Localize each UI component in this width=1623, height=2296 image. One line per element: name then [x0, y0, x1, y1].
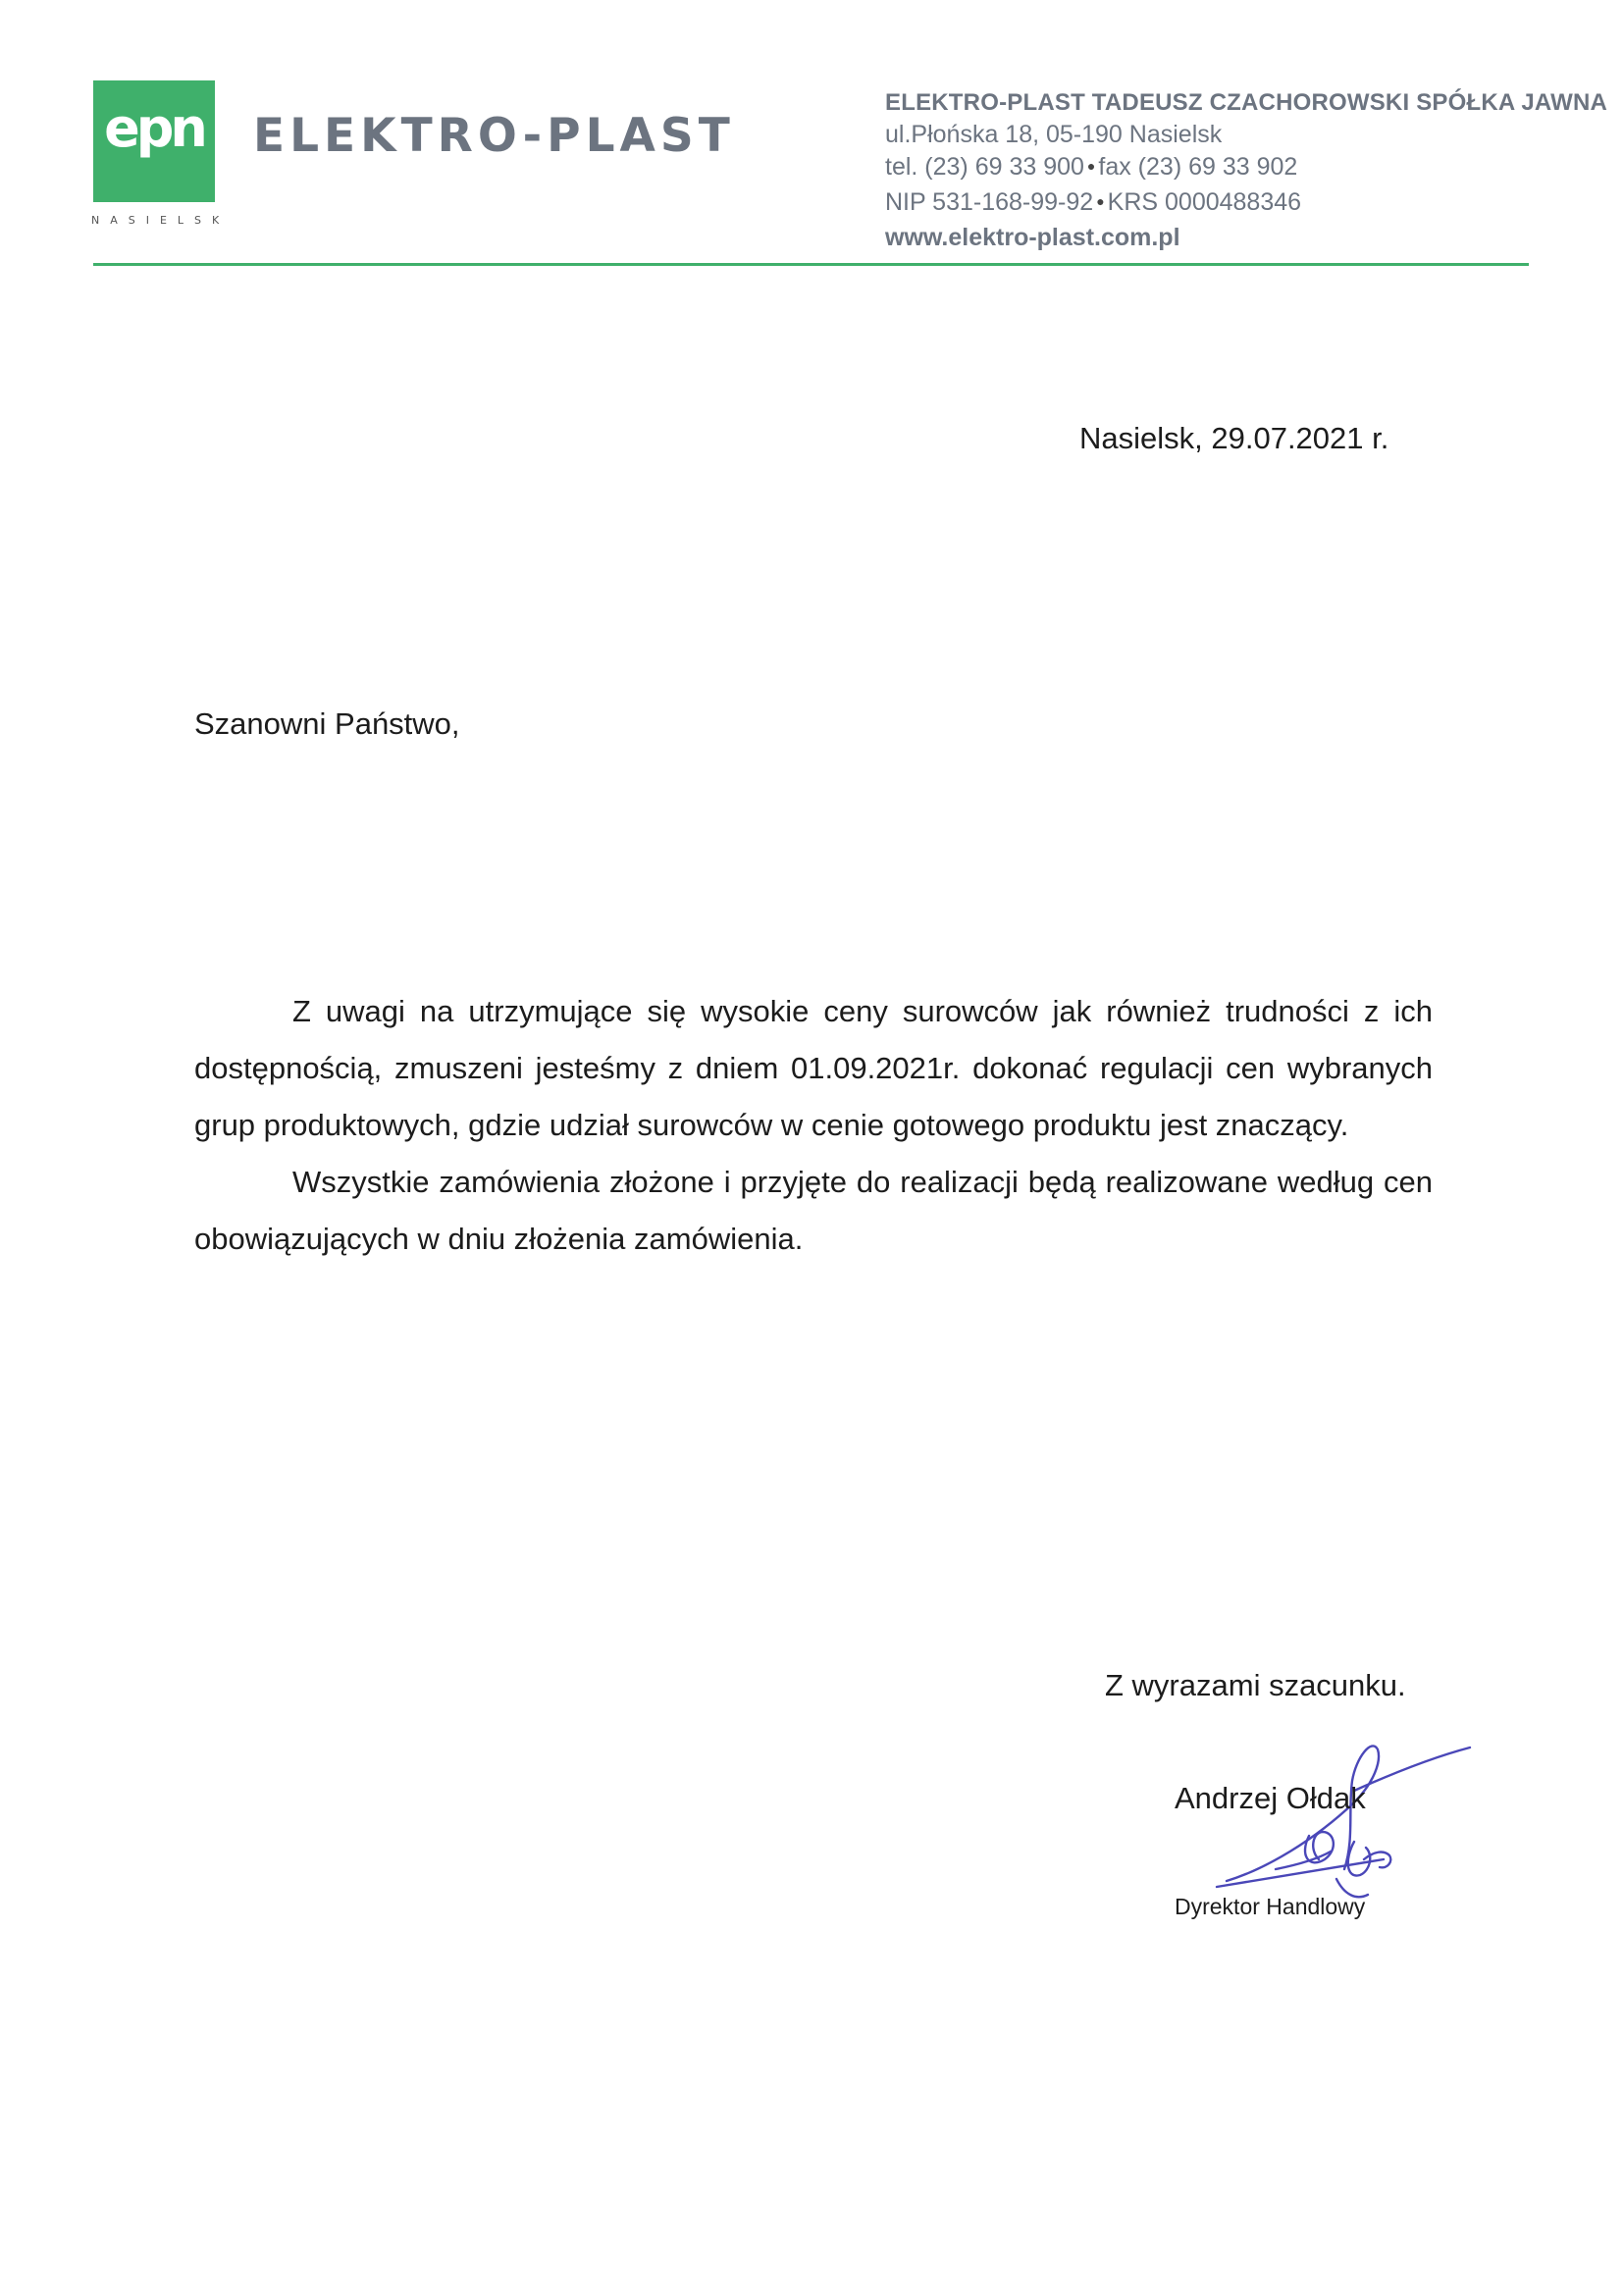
- logo-subtitle: NASIELSK: [91, 214, 231, 227]
- letter-date: Nasielsk, 29.07.2021 r.: [1079, 421, 1389, 455]
- company-logo: [93, 80, 215, 202]
- company-nip: NIP 531-168-99-92: [885, 188, 1094, 216]
- header-divider: [93, 263, 1529, 266]
- letter-salutation: Szanowni Państwo,: [194, 706, 460, 741]
- company-fax: fax (23) 69 33 902: [1098, 153, 1298, 181]
- brand-name: ELEKTRO-PLAST: [253, 109, 735, 163]
- company-address: ul.Płońska 18, 05-190 Nasielsk: [885, 121, 1223, 148]
- signer-name: Andrzej Ołdak: [1175, 1781, 1366, 1815]
- company-tel: tel. (23) 69 33 900: [885, 153, 1084, 181]
- company-details: [885, 86, 1607, 254]
- body-paragraph: Z uwagi na utrzymujące się wysokie ceny surowców jak również trudności z ich dostępnością, zmuszeni jesteśmy z dniem 01.09.2021r. dokonać regulacji cen wybranych grup produktowych, gdzie udział surowców w cenie gotowego produktu jest znaczący.: [194, 994, 1433, 1142]
- company-krs: KRS 0000488346: [1107, 188, 1302, 216]
- letter-closing: Z wyrazami szacunku.: [1105, 1668, 1406, 1702]
- company-phone-line: [885, 151, 1607, 186]
- body-paragraph: Wszystkie zamówienia złożone i przyjęte do realizacji będą realizowane według cen obowiązujących w dniu złożenia zamówienia.: [194, 1165, 1433, 1256]
- company-registry-line: [885, 186, 1607, 222]
- logo-text: epn: [104, 97, 204, 159]
- company-name: ELEKTRO-PLAST TADEUSZ CZACHOROWSKI SPÓŁKA JAWNA: [885, 89, 1608, 116]
- bullet-dot-icon: ●: [1086, 158, 1096, 174]
- company-website[interactable]: www.elektro-plast.com.pl: [885, 224, 1180, 251]
- bullet-dot-icon: ●: [1096, 193, 1105, 209]
- signer-title: Dyrektor Handlowy: [1175, 1894, 1366, 1919]
- letter-body: [194, 983, 1433, 1268]
